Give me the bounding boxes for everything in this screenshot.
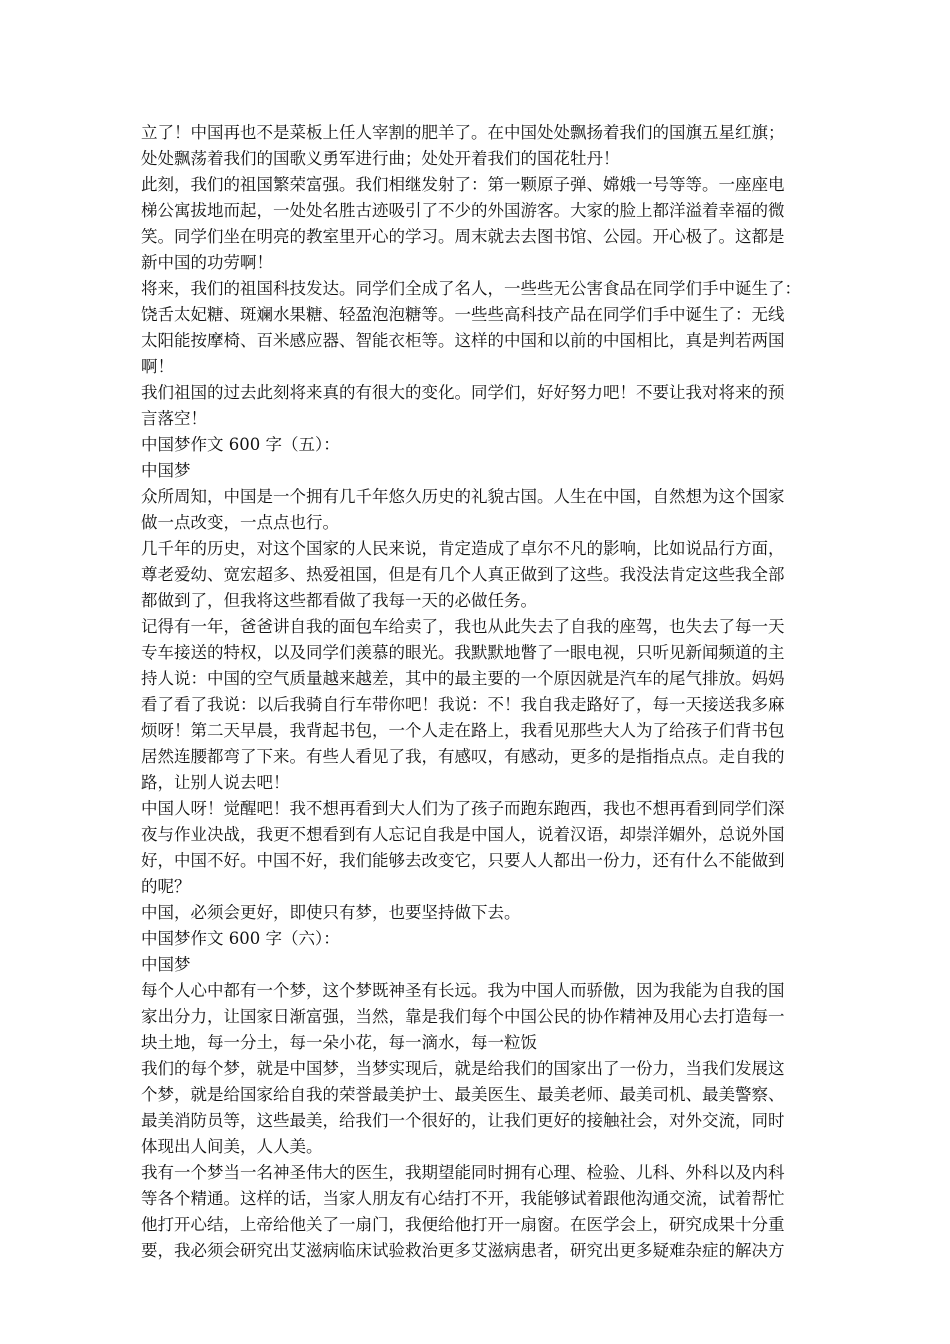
text-line: 看了看了我说：以后我骑自行车带你吧！我说：不！我自我走路好了，每一天接送我多麻 <box>141 695 785 714</box>
paragraph <box>141 120 811 172</box>
text-line: 立了！中国再也不是菜板上任人宰割的肥羊了。在中国处处飘扬着我们的国旗五星红旗； <box>141 123 785 142</box>
text-line: 中国人呀！觉醒吧！我不想再看到大人们为了孩子而跑东跑西，我也不想再看到同学们深 <box>141 799 785 818</box>
paragraph <box>141 536 811 614</box>
text-line: 他打开心结，上帝给他关了一扇门，我便给他打开一扇窗。在医学会上，研究成果十分重 <box>141 1215 785 1234</box>
text-line: 几千年的历史，对这个国家的人民来说，肯定造成了卓尔不凡的影响，比如说品行方面， <box>141 539 785 558</box>
text-line: 饶舌太妃糖、斑斓水果糖、轻盈泡泡糖等。一些些高科技产品在同学们手中诞生了：无线 <box>141 305 785 324</box>
paragraph <box>141 926 811 952</box>
text-line: 我们祖国的过去此刻将来真的有很大的变化。同学们，好好努力吧！不要让我对将来的预 <box>141 383 785 402</box>
paragraph <box>141 614 811 796</box>
text-line: 好，中国不好。中国不好，我们能够去改变它，只要人人都出一份力，还有什么不能做到 <box>141 851 785 870</box>
text-line: 中国梦作文 600 字（五）： <box>141 435 340 454</box>
paragraph <box>141 952 811 978</box>
text-line: 新中国的功劳啊！ <box>141 253 273 272</box>
text-line: 中国，必须会更好，即使只有梦，也要坚持做下去。 <box>141 903 521 922</box>
text-line: 啊！ <box>141 357 174 376</box>
text-line: 此刻，我们的祖国繁荣富强。我们相继发射了：第一颗原子弹、嫦娥一号等等。一座座电 <box>141 175 785 194</box>
paragraph <box>141 380 811 432</box>
text-line: 中国梦 <box>141 955 191 974</box>
text-line: 居然连腰都弯了下来。有些人看见了我，有感叹，有感动，更多的是指指点点。走自我的 <box>141 747 785 766</box>
text-line: 众所周知，中国是一个拥有几千年悠久历史的礼貌古国。人生在中国，自然想为这个国家 <box>141 487 785 506</box>
paragraph <box>141 1160 811 1264</box>
text-line: 家出分力，让国家日渐富强，当然，靠是我们每个中国公民的协作精神及用心去打造每一 <box>141 1007 785 1026</box>
text-line: 梯公寓拔地而起，一处处名胜古迹吸引了不少的外国游客。大家的脸上都洋溢着幸福的微 <box>141 201 785 220</box>
text-line: 路，让别人说去吧！ <box>141 773 290 792</box>
paragraph <box>141 276 811 380</box>
text-line: 处处飘荡着我们的国歌义勇军进行曲；处处开着我们的国花牡丹！ <box>141 149 620 168</box>
text-line: 的呢？ <box>141 877 191 896</box>
text-line: 中国梦 <box>141 461 191 480</box>
text-line: 块土地，每一分土，每一朵小花，每一滴水，每一粒饭 <box>141 1033 537 1052</box>
paragraph <box>141 796 811 900</box>
document-body <box>141 120 811 1264</box>
paragraph <box>141 978 811 1056</box>
text-line: 将来，我们的祖国科技发达。同学们全成了名人，一些些无公害食品在同学们手中诞生了： <box>141 279 801 298</box>
text-line: 都做到了，但我将这些都看做了我每一天的必做任务。 <box>141 591 537 610</box>
text-line: 等各个精通。这样的话，当家人朋友有心结打不开，我能够试着跟他沟通交流，试着帮忙 <box>141 1189 785 1208</box>
paragraph <box>141 432 811 458</box>
text-line: 专车接送的特权，以及同学们羡慕的眼光。我默默地瞥了一眼电视，只听见新闻频道的主 <box>141 643 785 662</box>
text-line: 体现出人间美，人人美。 <box>141 1137 323 1156</box>
text-line: 记得有一年，爸爸讲自我的面包车给卖了，我也从此失去了自我的座驾，也失去了每一天 <box>141 617 785 636</box>
text-line: 烦呀！第二天早晨，我背起书包，一个人走在路上，我看见那些大人为了给孩子们背书包 <box>141 721 785 740</box>
paragraph <box>141 484 811 536</box>
text-line: 言落空！ <box>141 409 207 428</box>
text-line: 夜与作业决战，我更不想看到有人忘记自我是中国人，说着汉语，却崇洋媚外，总说外国 <box>141 825 785 844</box>
text-line: 中国梦作文 600 字（六）： <box>141 929 340 948</box>
text-line: 持人说：中国的空气质量越来越差，其中的最主要的一个原因就是汽车的尾气排放。妈妈 <box>141 669 785 688</box>
paragraph <box>141 172 811 276</box>
paragraph <box>141 458 811 484</box>
text-line: 笑。同学们坐在明亮的教室里开心的学习。周末就去去图书馆、公园。开心极了。这都是 <box>141 227 785 246</box>
text-line: 尊老爱幼、宽宏超多、热爱祖国，但是有几个人真正做到了这些。我没法肯定这些我全部 <box>141 565 785 584</box>
text-line: 个梦，就是给国家给自我的荣誉最美护士、最美医生、最美老师、最美司机、最美警察、 <box>141 1085 785 1104</box>
text-line: 要，我必须会研究出艾滋病临床试验救治更多艾滋病患者，研究出更多疑难杂症的解决方 <box>141 1241 785 1260</box>
text-line: 我有一个梦当一名神圣伟大的医生，我期望能同时拥有心理、检验、儿科、外科以及内科 <box>141 1163 785 1182</box>
text-line: 每个人心中都有一个梦，这个梦既神圣有长远。我为中国人而骄傲，因为我能为自我的国 <box>141 981 785 1000</box>
text-line: 太阳能按摩椅、百米感应器、智能衣柜等。这样的中国和以前的中国相比，真是判若两国 <box>141 331 785 350</box>
text-line: 做一点改变，一点点也行。 <box>141 513 339 532</box>
paragraph <box>141 1056 811 1160</box>
paragraph <box>141 900 811 926</box>
text-line: 最美消防员等，这些最美，给我们一个很好的，让我们更好的接触社会，对外交流，同时 <box>141 1111 785 1130</box>
text-line: 我们的每个梦，就是中国梦，当梦实现后，就是给我们的国家出了一份力，当我们发展这 <box>141 1059 785 1078</box>
